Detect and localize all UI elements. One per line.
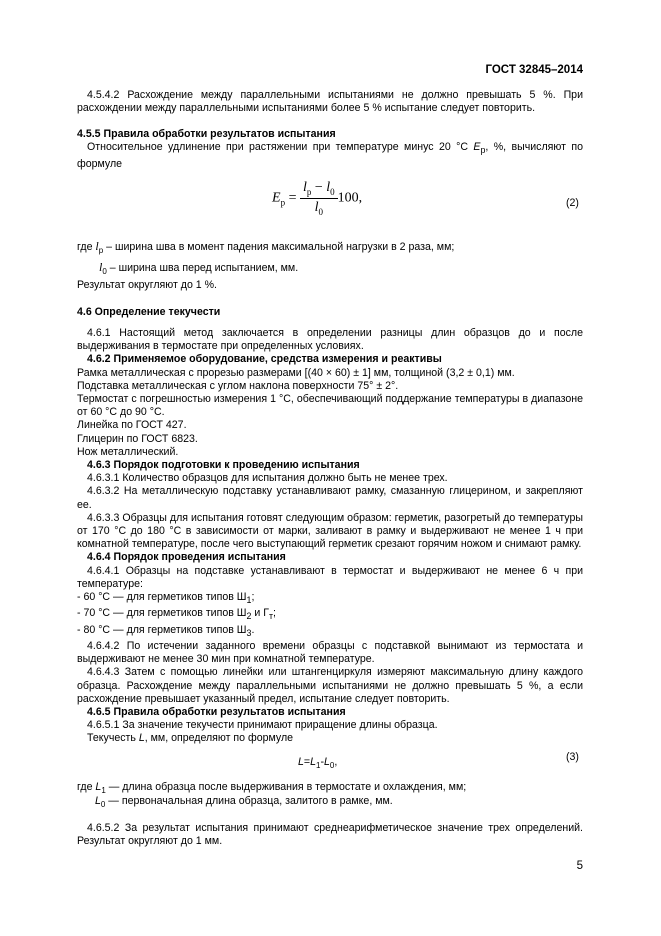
paragraph-455: Относительное удлинение при растяжении при температуре минус 20 °С $E_р$, %, вычисляют по формуле xyxy=(77,141,583,170)
paragraph-4652: 4.6.5.2 За результат испытания принимают среднеарифметическое значение трех определений. Результат округляют до 1 мм. xyxy=(77,822,583,848)
where-L1: где $L_1$ — длина образца после выдерживания в термостате и охлаждения, мм; xyxy=(77,781,467,796)
heading-465: 4.6.5 Правила обработки результатов испытания xyxy=(87,706,346,719)
paragraph-4643: 4.6.4.3 Затем с помощью линейки или штангенциркуля измеряют максимальную длину каждого образца. Расхождение между параллельными испытаниями не должно превышать 5 %, а если расхождение превышает указанный предел, испытание следует повторить. xyxy=(77,666,583,705)
section-4542 xyxy=(77,89,583,115)
equip-item: Линейка по ГОСТ 427. xyxy=(77,419,187,432)
equip-item: Нож металлический. xyxy=(77,445,179,458)
heading-463: 4.6.3 Порядок подготовки к проведению испытания xyxy=(87,459,360,472)
heading-462: 4.6.2 Применяемое оборудование, средства измерения и реактивы xyxy=(87,353,442,366)
paragraph-4632: 4.6.3.2 На металлическую подставку устанавливают рамку, смазанную глицерином, и закрепляют ее. xyxy=(77,485,583,511)
where-lp: где $l_р$ – ширина шва в момент падения максимальной нагрузки в 2 раза, мм; xyxy=(77,239,455,256)
formula-3-number: (3) xyxy=(566,751,579,763)
paragraph-4651: 4.6.5.1 За значение текучести принимают приращение длины образца. xyxy=(87,719,438,732)
paragraph-4542: 4.5.4.2 Расхождение между параллельными испытаниями не должно превышать 5 %. При расхождении между параллельными испытаниями более 5 % испытание следует повторить. xyxy=(77,89,583,115)
equip-item: Подставка металлическая с углом наклона поверхности 75° ± 2°. xyxy=(77,379,399,392)
where-L0: $L_0$ — первоначальная длина образца, залитого в рамке, мм. xyxy=(95,795,393,810)
formula-2: $E_р$ = $\frac{l_р - l_0}{l_0}$ 100, xyxy=(272,180,363,217)
paragraph-461: 4.6.1 Настоящий метод заключается в определении разницы длин образцов до и после выдерживания в термостате при определенных условиях. xyxy=(77,327,583,353)
formula-2-fraction: $\frac{l_р - l_0}{l_0}$ xyxy=(300,180,338,217)
document-header-code: ГОСТ 32845–2014 xyxy=(485,64,583,76)
temp-item: - 60 °С — для герметиков типов $Ш_1$; xyxy=(77,591,255,606)
temp-item: - 70 °С — для герметиков типов $Ш_2$ и $Г_т$; xyxy=(77,607,276,622)
equip-item: Термостат с погрешностью измерения 1 °С, обеспечивающий поддержание температуры в диапазоне от 60 °С до 90 °С. xyxy=(77,393,583,419)
section-46-body xyxy=(77,327,583,746)
heading-455: 4.5.5 Правила обработки результатов испытания xyxy=(77,128,336,140)
section-4652 xyxy=(77,822,583,848)
formula-3: $L=L_1-L_0$, xyxy=(298,756,338,771)
paragraph-4642: 4.6.4.2 По истечении заданного времени образцы с подставкой вынимают из термостата и выдерживают не менее 30 мин при комнатной температуре. xyxy=(77,640,583,666)
equip-item: Глицерин по ГОСТ 6823. xyxy=(77,432,198,445)
result-round-percent: Результат округляют до 1 %. xyxy=(77,279,217,291)
paragraph-flow: Текучесть L, мм, определяют по формуле xyxy=(87,732,294,745)
paragraph-4641: 4.6.4.1 Образцы на подставке устанавливают в термостат и выдерживают не менее 6 ч при температуре: xyxy=(77,564,583,590)
heading-46: 4.6 Определение текучести xyxy=(77,306,221,318)
page-number: 5 xyxy=(576,860,583,872)
formula-2-number: (2) xyxy=(566,197,579,209)
paragraph-4633: 4.6.3.3 Образцы для испытания готовят следующим образом: герметик, разогретый до температуры от 170 °С до 180 °С в зависимости от марки, заливают в рамку и выдерживают не менее 1 ч при комнатной температуре, после чего выступающий герметик срезают горячим ножом и снимают рамку. xyxy=(77,511,583,551)
equip-item: Рамка металлическая с прорезью размерами [(40 × 60) ± 1] мм, толщиной (3,2 ± 0,1) мм. xyxy=(77,366,515,379)
paragraph-4631: 4.6.3.1 Количество образцов для испытания должно быть не менее трех. xyxy=(87,472,448,485)
temp-item: - 80 °С — для герметиков типов $Ш_3$. xyxy=(77,623,255,638)
where-l0: $l_0$ – ширина шва перед испытанием, мм. xyxy=(99,260,299,277)
section-455 xyxy=(77,128,583,171)
heading-464: 4.6.4 Порядок проведения испытания xyxy=(87,551,286,564)
